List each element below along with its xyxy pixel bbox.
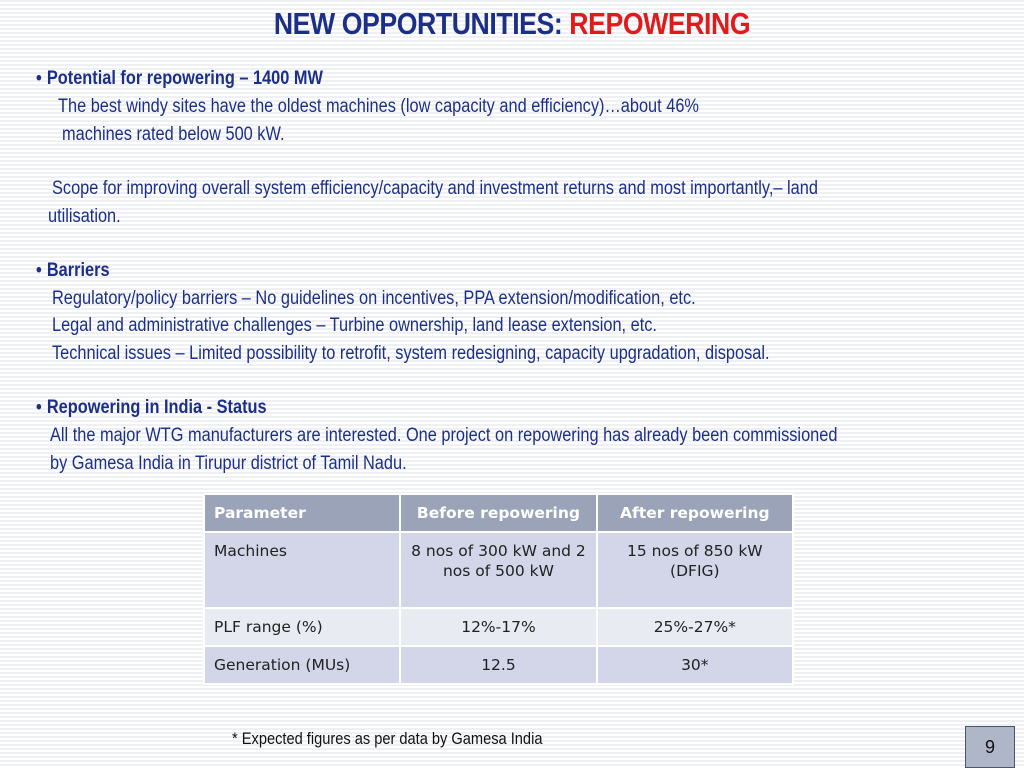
heading-text: Barriers <box>46 260 110 281</box>
heading-text: Potential for repowering – 1400 MW <box>46 68 323 89</box>
table-header-row <box>204 494 793 532</box>
table-cell: 12%-17% <box>400 608 596 646</box>
bullet-icon: • <box>36 397 42 418</box>
repowering-comparison-table <box>203 493 794 685</box>
table-row <box>204 532 793 608</box>
table-cell: 25%-27%* <box>597 608 793 646</box>
table-cell: Machines <box>204 532 400 608</box>
table-cell: Generation (MUs) <box>204 646 400 684</box>
page-number <box>965 726 1015 768</box>
scope-line-2: utilisation. <box>48 206 121 227</box>
scope-line-1: Scope for improving overall system efficiency/capacity and investment returns and most importantly,– land <box>52 178 818 199</box>
header-after: After repowering <box>597 494 793 532</box>
barrier-item: Technical issues – Limited possibility to retrofit, system redesigning, capacity upgradation, disposal. <box>52 343 770 364</box>
header-before: Before repowering <box>400 494 596 532</box>
heading-text: Repowering in India - Status <box>46 397 267 418</box>
bullet-icon: • <box>36 260 42 281</box>
status-line-2: by Gamesa India in Tirupur district of Tamil Nadu. <box>50 453 407 474</box>
table-cell: 12.5 <box>400 646 596 684</box>
section-barriers-heading <box>36 260 110 282</box>
section-status-heading <box>36 397 267 419</box>
table-row <box>204 608 793 646</box>
potential-line-1: The best windy sites have the oldest machines (low capacity and efficiency)…about 46% <box>58 96 699 117</box>
section-potential-heading <box>36 68 323 90</box>
slide-title <box>72 6 953 42</box>
footnote: * Expected figures as per data by Gamesa India <box>232 729 543 748</box>
bullet-icon: • <box>36 68 42 89</box>
header-parameter: Parameter <box>204 494 400 532</box>
page-number-text: 9 <box>984 736 995 757</box>
table-cell: 30* <box>597 646 793 684</box>
table-row <box>204 646 793 684</box>
potential-line-2: machines rated below 500 kW. <box>62 124 285 145</box>
barrier-item: Legal and administrative challenges – Turbine ownership, land lease extension, etc. <box>52 315 657 336</box>
title-part-2: REPOWERING <box>569 6 751 41</box>
table-cell: 15 nos of 850 kW (DFIG) <box>597 532 793 608</box>
status-line-1: All the major WTG manufacturers are interested. One project on repowering has already been commissioned <box>50 425 838 446</box>
barrier-item: Regulatory/policy barriers – No guidelines on incentives, PPA extension/modification, etc. <box>52 288 696 309</box>
table-cell: 8 nos of 300 kW and 2 nos of 500 kW <box>400 532 596 608</box>
table-cell: PLF range (%) <box>204 608 400 646</box>
title-part-1: NEW OPPORTUNITIES: <box>273 6 563 41</box>
